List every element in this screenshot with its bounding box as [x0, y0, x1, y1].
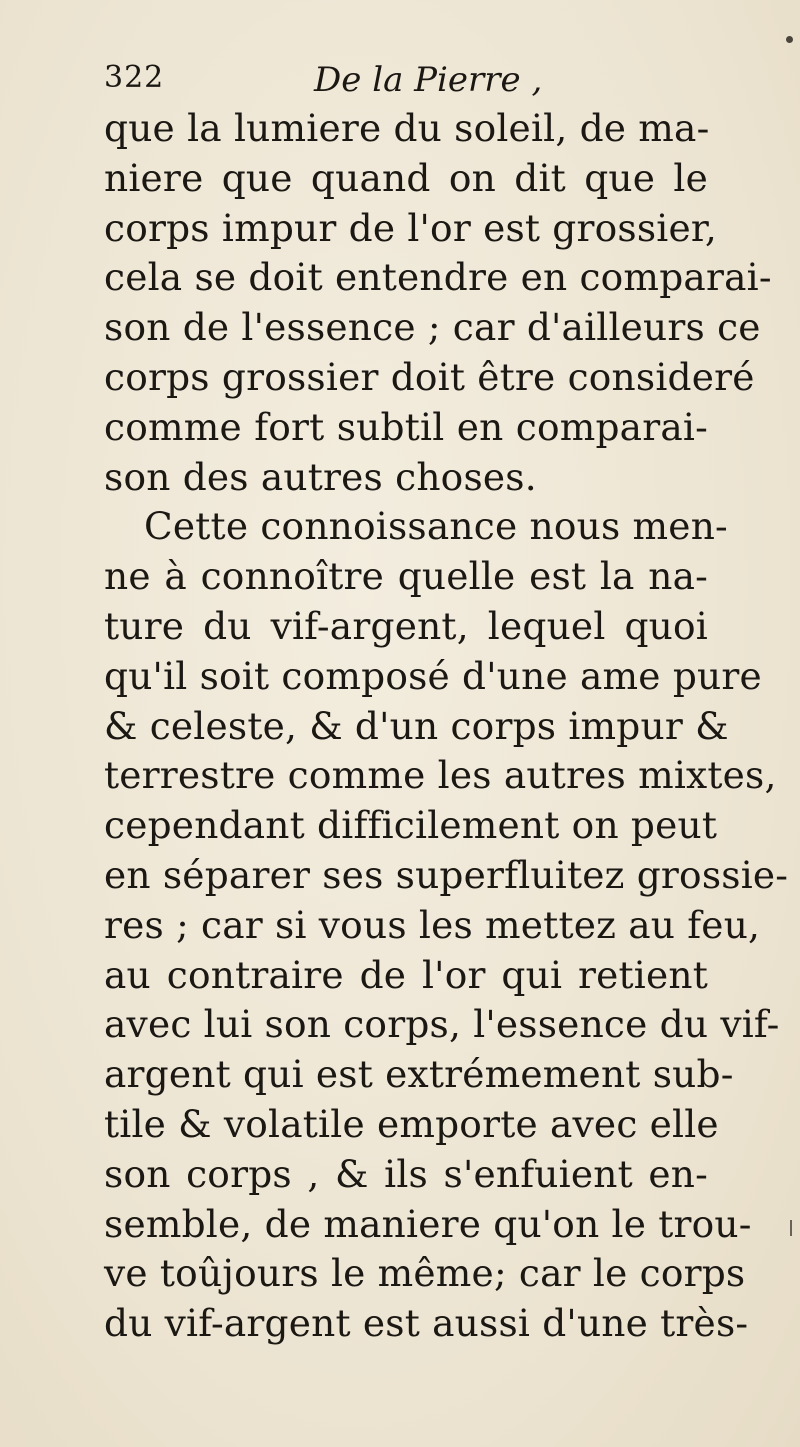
- page-header: [104, 60, 704, 104]
- text-line: argent qui est extrémement sub-: [104, 1052, 734, 1097]
- text-line: en séparer ses superfluitez grossie-: [104, 852, 789, 897]
- text-line: corps grossier doit être consideré: [104, 354, 755, 399]
- text-line: ture du vif-argent, lequel quoi: [104, 603, 708, 648]
- text-line: ve toûjours le même; car le corps: [104, 1251, 746, 1296]
- text-line: & celeste, & d'un corps impur &: [104, 703, 729, 748]
- text-line: tile & volatile emporte avec elle: [104, 1101, 719, 1146]
- margin-mark: [790, 1220, 792, 1236]
- text-line: comme fort subtil en comparai-: [104, 404, 708, 449]
- text-line: du vif-argent est aussi d'une très-: [104, 1301, 749, 1346]
- text-line: niere que quand on dit que le: [104, 155, 708, 200]
- text-line: terrestre comme les autres mixtes,: [104, 753, 777, 798]
- text-line: son des autres choses.: [104, 454, 537, 499]
- running-title: De la Pierre ,: [314, 60, 543, 100]
- text-line: qu'il soit composé d'une ame pure: [104, 653, 762, 698]
- body-text: [104, 104, 789, 1349]
- paragraph-start-line: Cette connoissance nous men-: [144, 504, 728, 549]
- text-line: corps impur de l'or est grossier,: [104, 205, 718, 250]
- text-line: avec lui son corps, l'essence du vif-: [104, 1002, 780, 1047]
- text-line: ne à connoître quelle est la na-: [104, 554, 708, 599]
- text-line: cependant difficilement on peut: [104, 803, 718, 848]
- page-number: 322: [104, 60, 165, 95]
- text-line: res ; car si vous les mettez au feu,: [104, 902, 761, 947]
- text-line: que la lumiere du soleil, de ma-: [104, 106, 710, 150]
- text-line: au contraire de l'or qui retient: [104, 952, 708, 997]
- page-spot: [786, 36, 793, 43]
- text-line: cela se doit entendre en comparai-: [104, 255, 772, 300]
- text-line: semble, de maniere qu'on le trou-: [104, 1201, 752, 1246]
- text-line: son de l'essence ; car d'ailleurs ce: [104, 305, 761, 350]
- text-line: son corps , & ils s'enfuient en-: [104, 1151, 708, 1196]
